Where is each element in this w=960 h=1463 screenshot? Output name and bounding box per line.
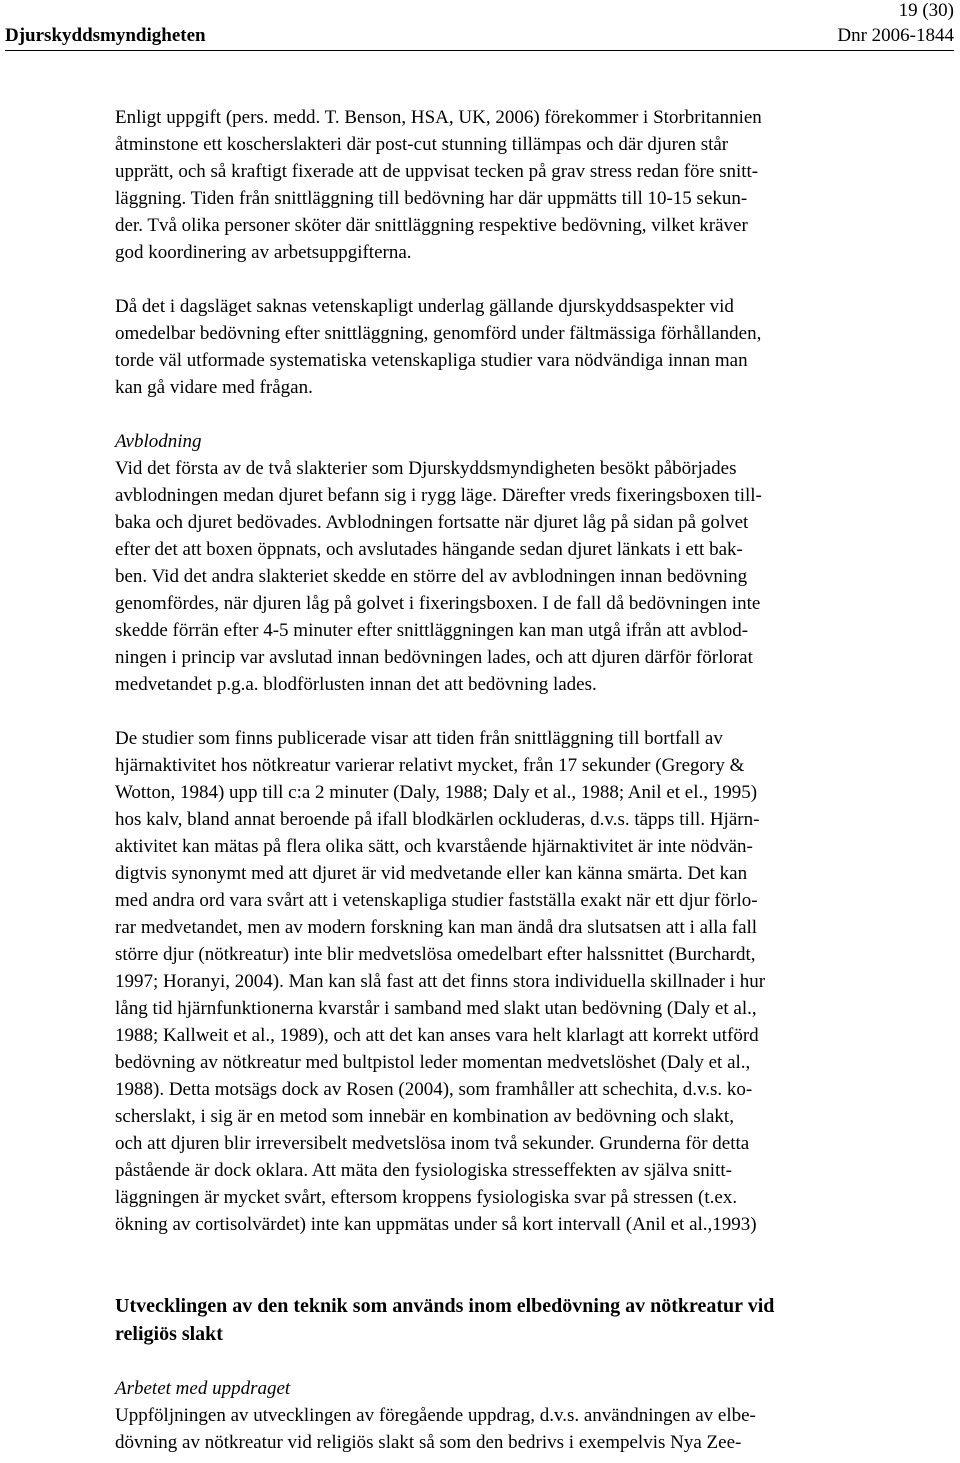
text-line: 1988; Kallweit et al., 1989), och att det kan anses vara helt klarlagt att korrekt utförd xyxy=(115,1025,759,1046)
text-line: scherslakt, i sig är en metod som innebär en kombination av bedövning och slakt, xyxy=(115,1106,734,1127)
text-line: hjärnaktivitet hos nötkreatur varierar relativt mycket, från 17 sekunder (Gregory & xyxy=(115,755,745,776)
paragraph-3 xyxy=(115,725,935,1238)
text-line: Uppföljningen av utvecklingen av föregående uppdrag, d.v.s. användningen av elbe- xyxy=(115,1405,756,1426)
text-line: läggning. Tiden från snittläggning till bedövning har där uppmätts till 10-15 sekun- xyxy=(115,188,748,209)
page-header xyxy=(5,24,954,51)
text-line: Då det i dagsläget saknas vetenskapligt underlag gällande djurskyddsaspekter vid xyxy=(115,296,734,317)
section-elbedovning xyxy=(115,1292,935,1348)
page-number: 19 (30) xyxy=(898,0,954,21)
text-line: ökning av cortisolvärdet) inte kan uppmätas under så kort intervall (Anil et al.,1993) xyxy=(115,1214,757,1235)
text-line: upprätt, och så kraftigt fixerade att de uppvisat tecken på grav stress redan före snitt- xyxy=(115,161,759,182)
text-line: bedövning av nötkreatur med bultpistol leder momentan medvetslöshet (Daly et al., xyxy=(115,1052,751,1073)
text-line: påstående är dock oklara. Att mäta den fysiologiska stresseffekten av själva snitt- xyxy=(115,1160,732,1181)
organization-name: Djurskyddsmyndigheten xyxy=(5,25,206,46)
text-line: och att djuren blir irreversibelt medvetslösa inom två sekunder. Grunderna för detta xyxy=(115,1133,750,1154)
text-line: läggningen är mycket svårt, eftersom kroppens fysiologiska svar på stressen (t.ex. xyxy=(115,1187,738,1208)
text-line: De studier som finns publicerade visar att tiden från snittläggning till bortfall av xyxy=(115,728,723,749)
section-arbetet xyxy=(115,1375,935,1456)
text-line: kan gå vidare med frågan. xyxy=(115,377,313,398)
text-line: dövning av nötkreatur vid religiös slakt så som den bedrivs i exempelvis Nya Zee- xyxy=(115,1432,742,1453)
text-line: Wotton, 1984) upp till c:a 2 minuter (Daly, 1988; Daly et al., 1988; Anil et el., 1995) xyxy=(115,782,758,803)
reference-number: Dnr 2006-1844 xyxy=(837,25,954,46)
text-line: 1997; Horanyi, 2004). Man kan slå fast att det finns stora individuella skillnader i hur xyxy=(115,971,766,992)
text-line: ningen i princip var avslutad innan bedövningen lades, och att djuren därför förlorat xyxy=(115,647,753,668)
text-line: baka och djuret bedövades. Avblodningen fortsatte när djuret låg på sidan på golvet xyxy=(115,512,749,533)
paragraph-2 xyxy=(115,293,935,401)
paragraph-1 xyxy=(115,104,935,266)
document-body xyxy=(115,104,935,1456)
section-avblodning xyxy=(115,428,935,698)
text-line: skedde förrän efter 4-5 minuter efter snittläggningen kan man utgå ifrån att avblod- xyxy=(115,620,749,641)
text-line: torde väl utformade systematiska vetenskapliga studier vara nödvändiga innan man xyxy=(115,350,748,371)
text-line: god koordinering av arbetsuppgifterna. xyxy=(115,242,412,263)
text-line: Vid det första av de två slakterier som Djurskyddsmyndigheten besökt påbörjades xyxy=(115,458,737,479)
text-line: genomfördes, när djuren låg på golvet i fixeringsboxen. I de fall då bedövningen inte xyxy=(115,593,761,614)
text-line: hos kalv, bland annat beroende på ifall blodkärlen ockluderas, d.v.s. täpps till. Hjärn- xyxy=(115,809,760,830)
text-line: lång tid hjärnfunktionerna kvarstår i samband med slakt utan bedövning (Daly et al., xyxy=(115,998,757,1019)
section-heading: religiös slakt xyxy=(115,1323,223,1345)
section-heading: Utvecklingen av den teknik som används inom elbedövning av nötkreatur vid xyxy=(115,1295,775,1317)
text-line: digtvis synonymt med att djuret är vid medvetande eller kan känna smärta. Det kan xyxy=(115,863,748,884)
text-line: med andra ord vara svårt att i vetenskapliga studier fastställa exakt när ett djur förlo- xyxy=(115,890,758,911)
text-line: der. Två olika personer sköter där snittläggning respektive bedövning, vilket kräver xyxy=(115,215,748,236)
text-line: efter det att boxen öppnats, och avslutades hängande sedan djuret länkats i ett bak- xyxy=(115,539,743,560)
text-line: medvetandet p.g.a. blodförlusten innan det att bedövning lades. xyxy=(115,674,597,695)
text-line: 1988). Detta motsägs dock av Rosen (2004), som framhåller att schechita, d.v.s. ko- xyxy=(115,1079,753,1100)
avblodning-heading: Avblodning xyxy=(115,431,202,452)
text-line: aktivitet kan mätas på flera olika sätt, och kvarstående hjärnaktivitet är inte nödvän- xyxy=(115,836,753,857)
text-line: ben. Vid det andra slakteriet skedde en större del av avblodningen innan bedövning xyxy=(115,566,748,587)
arbetet-heading: Arbetet med uppdraget xyxy=(115,1378,291,1399)
text-line: Enligt uppgift (pers. medd. T. Benson, HSA, UK, 2006) förekommer i Storbritannien xyxy=(115,107,762,128)
text-line: åtminstone ett koscherslakteri där post-cut stunning tillämpas och där djuren står xyxy=(115,134,729,155)
text-line: rar medvetandet, men av modern forskning kan man ändå dra slutsatsen att i alla fall xyxy=(115,917,758,938)
text-line: omedelbar bedövning efter snittläggning, genomförd under fältmässiga förhållanden, xyxy=(115,323,762,344)
text-line: större djur (nötkreatur) inte blir medvetslösa omedelbart efter halssnittet (Burchardt, xyxy=(115,944,756,965)
text-line: avblodningen medan djuret befann sig i rygg läge. Därefter vreds fixeringsboxen till- xyxy=(115,485,762,506)
